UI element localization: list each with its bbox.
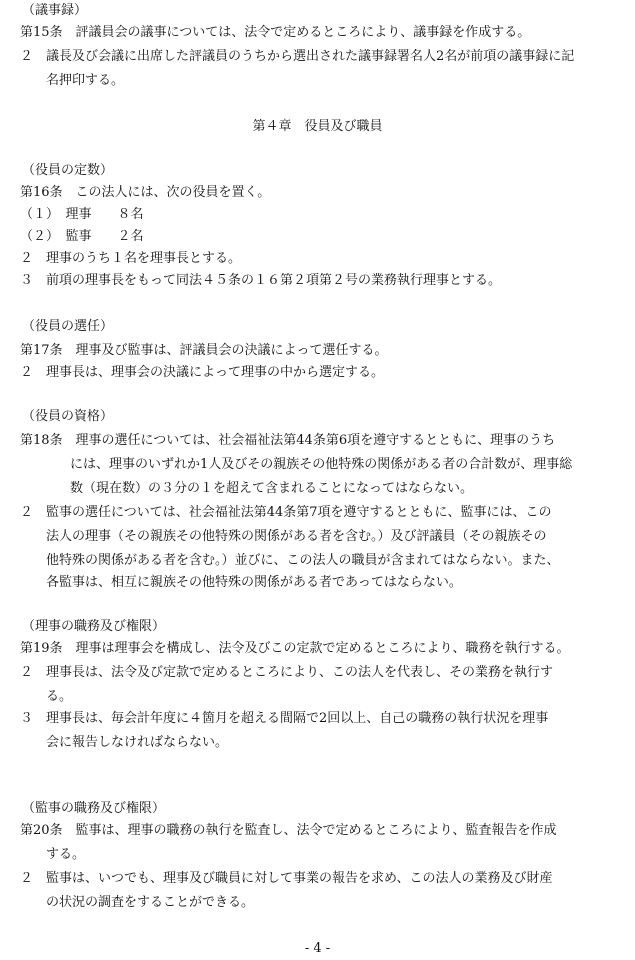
article-18-line: 数（現在数）の３分の１を超えて含まれることになってはならない。 xyxy=(70,481,474,496)
section-heading: （役員の資格） xyxy=(22,409,114,424)
article-16-line: 第16条 この法人には、次の役員を置く。 xyxy=(20,185,271,200)
article-18-line: には、理事のいずれか1人及びその親族その他特殊の関係がある者の合計数が、理事総 xyxy=(70,457,573,472)
article-20-line: の状況の調査をすることができる。 xyxy=(46,895,255,910)
article-19-line: 第19条 理事は理事会を構成し、法令及びこの定款で定めるところにより、職務を執行する。 xyxy=(20,641,570,656)
article-16-line: ２ 理事のうち１名を理事長とする。 xyxy=(20,251,242,266)
article-19-line: ２ 理事長は、法令及び定款で定めるところにより、この法人を代表し、その業務を執行す xyxy=(20,665,554,680)
article-20-line: 第20条 監事は、理事の職務の執行を監査し、法令で定めるところにより、監査報告を作成 xyxy=(20,823,557,838)
article-19-line: 会に報告しなければならない。 xyxy=(46,735,229,750)
article-19-line: ３ 理事長は、毎会計年度に４箇月を超える間隔で2回以上、自己の職務の執行状況を理事 xyxy=(20,711,549,726)
section-heading: （議事録） xyxy=(22,3,88,18)
article-20-line: ２ 監事は、いつでも、理事及び職員に対して事業の報告を求め、この法人の業務及び財産 xyxy=(20,871,553,886)
article-20-line: する。 xyxy=(46,847,86,862)
article-17-line: 第17条 理事及び監事は、評議員会の決議によって選任する。 xyxy=(20,343,388,358)
section-heading: （役員の定数） xyxy=(22,163,114,178)
article-15-line: 第15条 評議員会の議事については、法令で定めるところにより、議事録を作成する。 xyxy=(20,25,531,40)
section-heading: （役員の選任） xyxy=(22,319,114,334)
article-16-line: （２） 監事 ２名 xyxy=(20,229,144,244)
page-number: - 4 - xyxy=(304,941,331,956)
article-16-line: ３ 前項の理事長をもって同法４５条の１６第２項第２号の業務執行理事とする。 xyxy=(20,273,502,288)
article-15-line: ２ 議長及び会議に出席した評議員のうちから選出された議事録署名人2名が前項の議事録に記 xyxy=(20,49,575,64)
article-16-line: （１） 理事 ８名 xyxy=(20,207,144,222)
article-15-line: 名押印する。 xyxy=(46,73,125,88)
article-18-line: 他特殊の関係がある者を含む。）並びに、この法人の職員が含まれてはならない。また、 xyxy=(46,553,560,568)
section-heading: （理事の職務及び権限） xyxy=(22,619,166,634)
section-heading: （監事の職務及び権限） xyxy=(22,801,166,816)
article-19-line: る。 xyxy=(46,689,73,704)
article-18-line: 第18条 理事の選任については、社会福祉法第44条第6項を遵守するとともに、理事のうち xyxy=(20,433,556,448)
chapter-title: 第４章 役員及び職員 xyxy=(252,119,383,134)
article-18-line: ２ 監事の選任については、社会福祉法第44条第7項を遵守するとともに、監事には、この xyxy=(20,505,552,520)
article-17-line: ２ 理事長は、理事会の決議によって理事の中から選定する。 xyxy=(20,365,385,380)
article-18-line: 法人の理事（その親族その他特殊の関係がある者を含む。）及び評議員（その親族その xyxy=(46,529,547,544)
article-18-line: 各監事は、相互に親族その他特殊の関係がある者であってはならない。 xyxy=(46,575,462,590)
